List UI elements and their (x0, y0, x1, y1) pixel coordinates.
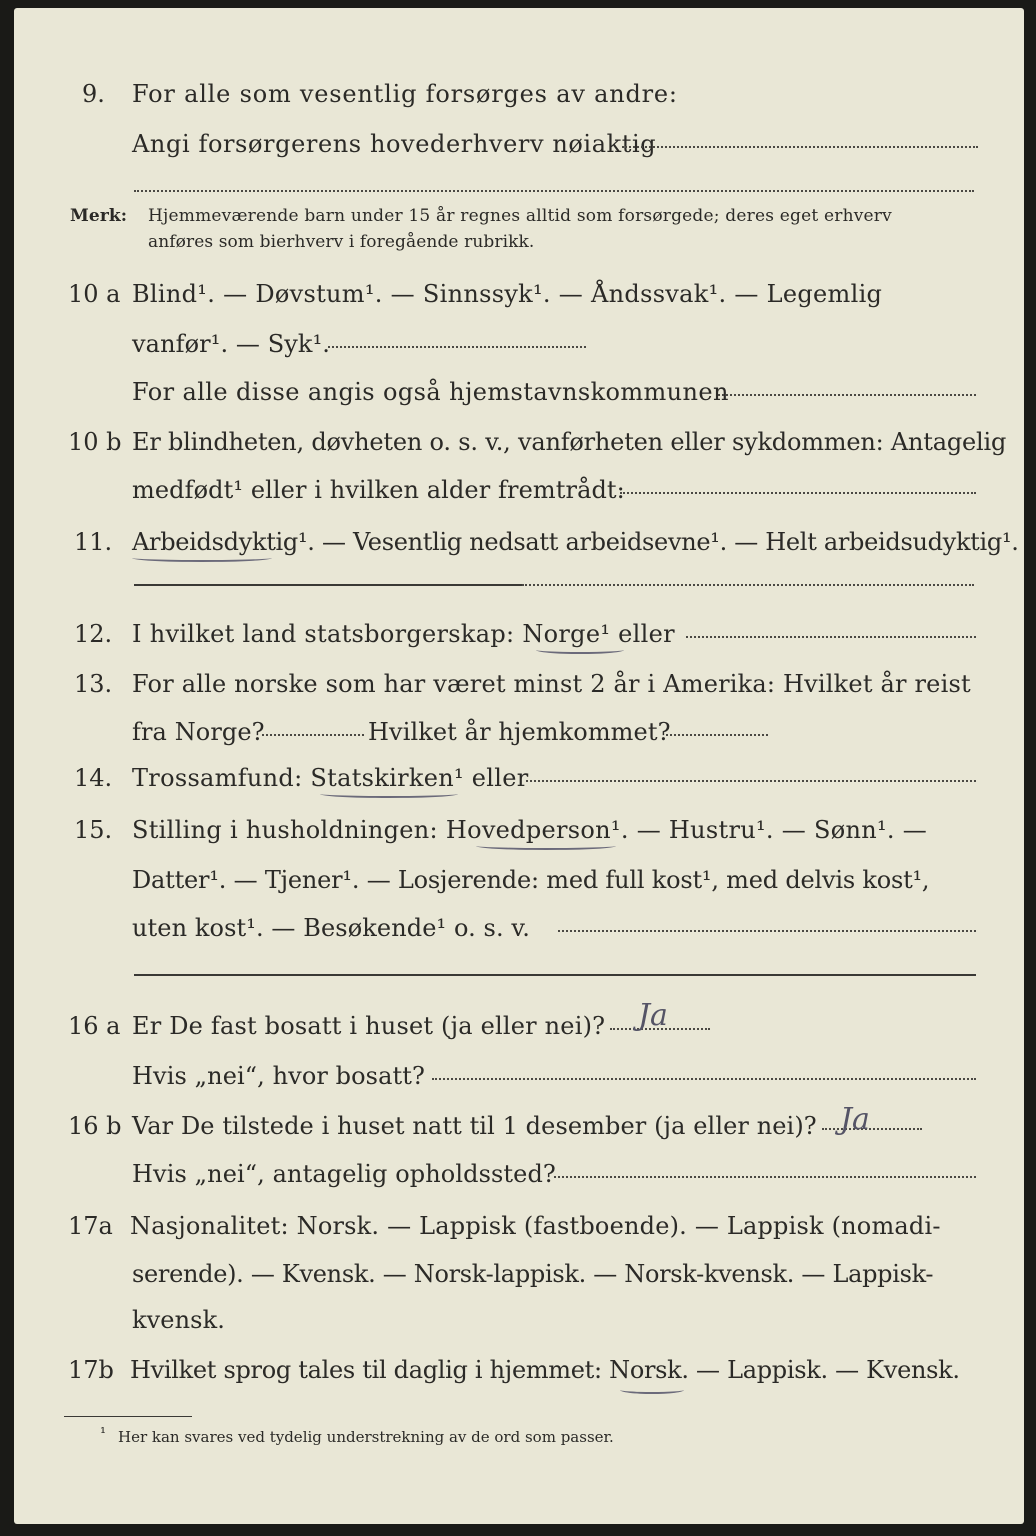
q17b-number: 17b (68, 1356, 114, 1384)
q15-line1: Stilling i husholdningen: Hovedperson¹. — Hustru¹. — Sønn¹. — (132, 816, 928, 844)
q10a-line2: vanfør¹. — Syk¹. (132, 330, 331, 358)
q9-number: 9. (82, 80, 105, 108)
footnote-text: Her kan svares ved tydelig understrekning av de ord som passer. (118, 1428, 614, 1446)
q17a-line1: Nasjonalitet: Norsk. — Lappisk (fastboende). — Lappisk (nomadi- (130, 1212, 941, 1240)
q15-rule (134, 974, 976, 976)
q16b-line1: Var De tilstede i huset natt til 1 desember (ja eller nei)? (132, 1112, 817, 1140)
q16a-number: 16 a (68, 1012, 121, 1040)
q13-number: 13. (74, 670, 113, 698)
q15-answer-line[interactable] (558, 930, 976, 932)
q17a-line2: serende). — Kvensk. — Norsk-lappisk. — Norsk-kvensk. — Lappisk- (132, 1260, 934, 1288)
q10a-line3: For alle disse angis også hjemstavnskommunen (132, 378, 729, 406)
q10a-number: 10 a (68, 280, 121, 308)
q13-hjem-answer-line[interactable] (666, 734, 768, 736)
footnote-rule (64, 1416, 192, 1417)
q17a-line3: kvensk. (132, 1306, 225, 1334)
q10b-number: 10 b (68, 428, 122, 456)
q14-number: 14. (74, 764, 113, 792)
q12-underline-norge (536, 646, 624, 654)
q16b-line2: Hvis „nei“, antagelig opholdssted? (132, 1160, 556, 1188)
q12-answer-line[interactable] (686, 636, 976, 638)
merk-line2: anføres som bierhverv i foregående rubrikk. (148, 232, 535, 252)
q11-number: 11. (74, 528, 113, 556)
q12-number: 12. (74, 620, 113, 648)
q10b-answer-line[interactable] (620, 492, 976, 494)
q9-line2: Angi forsørgerens hovederhverv nøiaktig (132, 130, 657, 158)
census-form-page (14, 8, 1024, 1524)
q10a-home-answer-line[interactable] (718, 394, 976, 396)
q16a-handwritten-answer: Ja (638, 998, 668, 1033)
q10b-line1: Er blindheten, døvheten o. s. v., vanførheten eller sykdommen: Antagelig (132, 428, 1007, 456)
q14-underline-statskirken (320, 790, 458, 798)
q17b-line1: Hvilket sprog tales til daglig i hjemmet: Norsk. — Lappisk. — Kvensk. (130, 1356, 960, 1384)
q14-answer-line[interactable] (526, 780, 976, 782)
q16b-answer-line[interactable] (822, 1128, 922, 1130)
merk-line1: Hjemmeværende barn under 15 år regnes alltid som forsørgede; deres eget erhverv (148, 206, 892, 226)
q16b-number: 16 b (68, 1112, 122, 1140)
q9-line1: For alle som vesentlig forsørges av andre: (132, 80, 678, 108)
q11-underline-arbeidsdyktig (132, 554, 272, 562)
q16a-line1: Er De fast bosatt i huset (ja eller nei)? (132, 1012, 606, 1040)
q13-line2a: fra Norge? (132, 718, 265, 746)
q16a-line2: Hvis „nei“, hvor bosatt? (132, 1062, 425, 1090)
q15-number: 15. (74, 816, 113, 844)
q15-line3: uten kost¹. — Besøkende¹ o. s. v. (132, 914, 530, 942)
q10a-answer-line[interactable] (328, 346, 586, 348)
q16b-handwritten-answer: Ja (840, 1102, 870, 1137)
q10b-line2: medfødt¹ eller i hvilken alder fremtrådt: (132, 476, 625, 504)
q12-line1: I hvilket land statsborgerskap: Norge¹ eller (132, 620, 675, 648)
q13-reist-answer-line[interactable] (262, 734, 364, 736)
q17b-underline-norsk (620, 1386, 684, 1394)
q14-line1: Trossamfund: Statskirken¹ eller (132, 764, 529, 792)
q10a-line1: Blind¹. — Døvstum¹. — Sinnssyk¹. — Åndssvak¹. — Legemlig (132, 280, 883, 308)
q13-line1: For alle norske som har været minst 2 år i Amerika: Hvilket år reist (132, 670, 971, 698)
q15-underline-hovedperson (476, 842, 616, 850)
q15-line2: Datter¹. — Tjener¹. — Losjerende: med full kost¹, med delvis kost¹, (132, 866, 930, 894)
q11-line1: Arbeidsdyktig¹. — Vesentlig nedsatt arbeidsevne¹. — Helt arbeidsudyktig¹. (132, 528, 1019, 556)
merk-label: Merk: (70, 206, 128, 226)
q17a-number: 17a (68, 1212, 113, 1240)
q11-rule-right (522, 584, 974, 586)
footnote-mark: ¹ (100, 1424, 107, 1442)
q16a-bosatt-answer-line[interactable] (432, 1078, 976, 1080)
q13-line2b: Hvilket år hjemkommet? (368, 718, 671, 746)
q9-answer-line[interactable] (622, 146, 978, 148)
q9-answer-line-2[interactable] (134, 190, 974, 192)
q16b-opholdssted-answer-line[interactable] (554, 1176, 976, 1178)
q11-rule-left (134, 584, 522, 586)
